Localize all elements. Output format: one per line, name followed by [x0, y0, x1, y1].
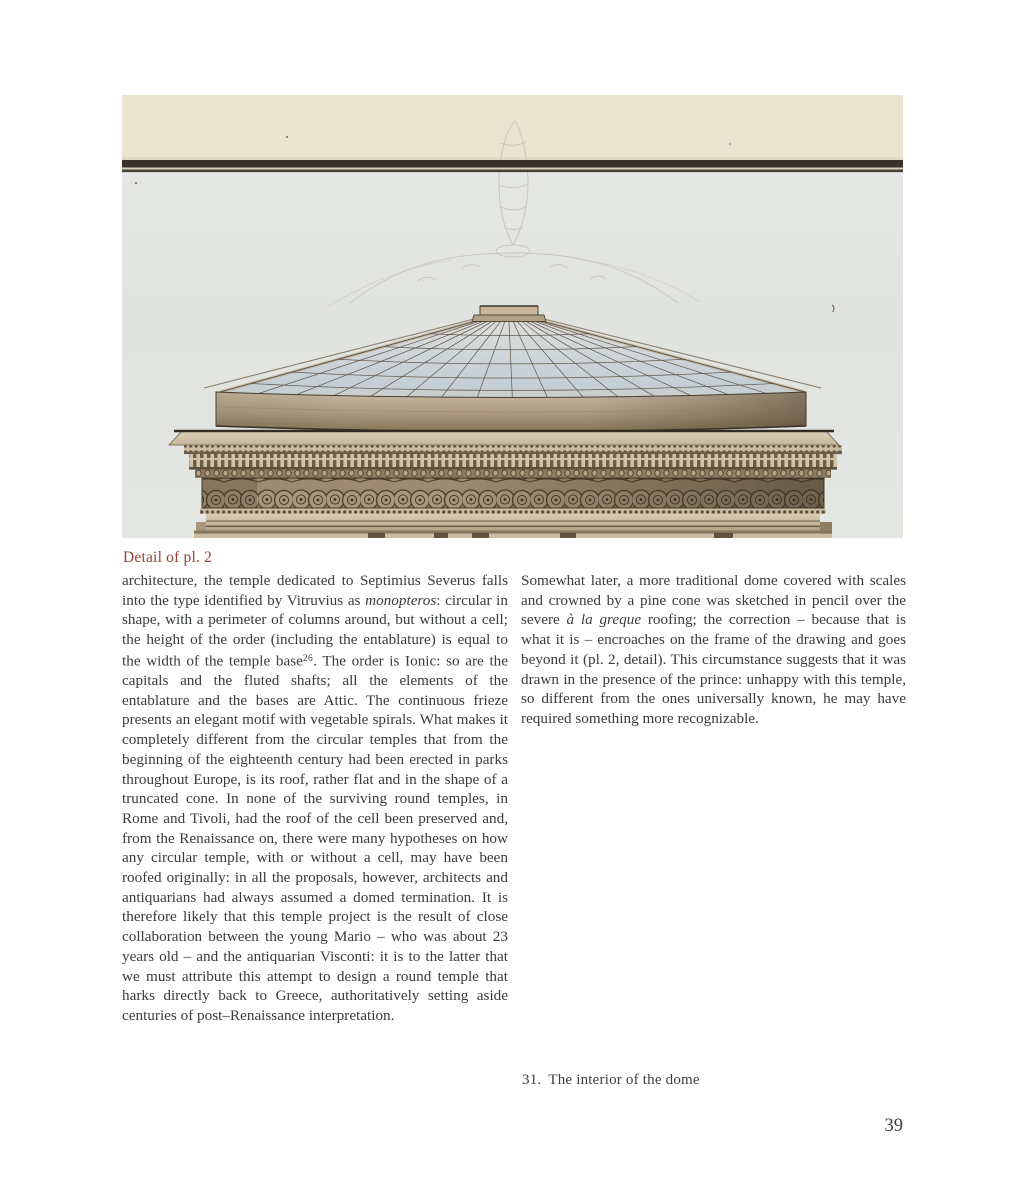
text-segment: roofing; the correction – because that is what it is – encroaches on the frame of the drawing and goes beyond it (pl. 2, detail). This circumstance suggests that it was drawn in the presence of the prince: unhappy with this temple, so different from the ones universally known, he may have required something more recognizable. — [521, 611, 906, 727]
text-segment: : circular in shape, with a perimeter of columns around, but without a cell; the height of the order (including the entablature) is equal to the width of the temple base — [122, 591, 508, 670]
roof-lantern-cap — [472, 306, 546, 322]
egg-and-dart-band — [195, 470, 831, 479]
text-column-right — [521, 571, 906, 729]
page-number: 39 — [884, 1116, 903, 1136]
bead-row-upper — [184, 446, 842, 452]
figure-caption-number: 31. — [522, 1072, 542, 1088]
text-column-left — [122, 571, 508, 1026]
footnote-reference: 26 — [302, 653, 314, 664]
text-segment-italic: à la greque — [566, 611, 642, 629]
paragraph-right — [521, 571, 906, 729]
text-segment: architecture, the temple dedicated to Septimius Severus falls into the type identified by Vitruvius as — [122, 572, 508, 609]
text-segment-italic: monopteros — [365, 591, 437, 609]
figure-caption-text: The interior of the dome — [548, 1072, 700, 1088]
figure-caption-bottom — [522, 1072, 700, 1089]
bead-row-lower — [200, 509, 826, 515]
drawing-frame-rules — [122, 160, 903, 172]
entablature — [169, 431, 842, 538]
architrave — [194, 514, 832, 538]
paragraph-left — [122, 571, 508, 1026]
cornice-cap — [169, 431, 839, 445]
text-segment: Somewhat later, a more traditional dome covered with scales and crowned by a pine cone was sketched in pencil over the severe — [521, 572, 906, 629]
plate-2-detail-drawing — [122, 95, 903, 538]
roof-drum — [216, 392, 806, 432]
text-segment: . The order is Ionic: so are the capitals and the fluted shafts; all the elements of the entablature and the bases are Attic. The continuous frieze presents an elegant motif with vegetable spirals. What makes it completely different from the circular temples that from the beginning of the eighteenth century had been erected in parks throughout Europe, is its roof, rather flat and in the shape of a truncated cone. In none of the surviving round temples, in Rome and Tivoli, had the roof of the cell been preserved and, from the Renaissance on, there were many hypotheses on how any circular temple, with or without a cell, may have been roofed originally: in all the proposals, however, architects and antiquarians had always assumed a domed termination. It is therefore likely that this temple project is the result of close collaboration between the young Mario – who was about 23 years old – and the antiquarian Visconti: it is to the latter that we must attribute this attempt to design a round temple that harks directly back to Greece, authoritatively setting aside centuries of post–Renaissance interpretation. — [122, 652, 508, 1024]
dentil-band — [189, 454, 837, 467]
figure-caption-top: Detail of pl. 2 — [123, 549, 213, 566]
